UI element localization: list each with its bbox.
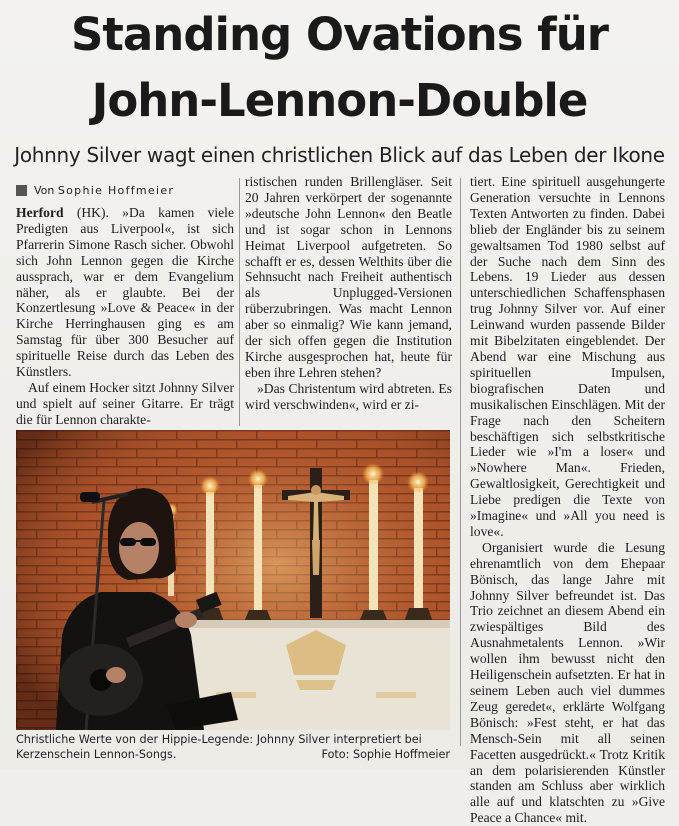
article-photo	[16, 430, 450, 730]
column-divider	[460, 178, 461, 746]
paragraph: ristischen runden Brillengläser. Seit 20 Jahren verkörpert der sogenannte »deutsche John Lennon« den Beatle und ist sogar schon in Lennons Heimat Liverpool aufgetreten. So schafft er es, dessen Welthits über die Sehnsucht nach Freiheit authentisch als Unplugged-Versionen rüberzubringen. Was macht Lennon aber so einmalig? Wie kann jemand, der sich offen gegen die Institution Kirche ausgesprochen hat, heute für eben ihre Lehren stehen?	[245, 174, 452, 380]
byline-prefix: Von	[34, 183, 55, 197]
article-column-2	[245, 174, 452, 413]
article-column-1	[16, 205, 234, 428]
photo-credit: Foto: Sophie Hoffmeier	[321, 747, 450, 761]
byline-square-icon	[16, 185, 27, 196]
byline-author: Sophie Hoffmeier	[57, 183, 175, 197]
headline-line-1: Standing Ovations für	[71, 8, 608, 61]
caption-line-2: Kerzenschein Lennon-Songs.	[16, 747, 177, 761]
caption-line-1: Christliche Werte von der Hippie-Legende: Johnny Silver interpretiert bei	[16, 733, 422, 746]
byline	[16, 182, 174, 198]
paragraph: Organisiert wurde die Lesung ehrenamtlich von dem Ehepaar Bönisch, das lange Jahre mit Johnny Silver befreundet ist. Das Trio zeichnet an diesem Abend ein zwiespältiges Bild des Ausnahmetalents Lennon. »Wir wollen ihm bewusst nicht den Heiligenschein aufsetzten. Er hat in seinem Leben auch viel dummes Zeug geredet«, erklärte Wolfgang Bönisch: »Fest steht, er hat das Mensch-Sein mit all seinen Facetten ausgedrückt.« Trotz Kritik an dem polarisierenden Künstler standen am Schluss aber wirklich alle auf und klatschten zu »Give Peace a Chance« mit.	[470, 539, 665, 826]
article-column-3	[470, 174, 665, 826]
subheadline: Johnny Silver wagt einen christlichen Blick auf das Leben der Ikone	[14, 143, 665, 167]
paragraph: Auf einem Hocker sitzt Johnny Silver und spielt auf seiner Gitarre. Er trägt die für Lennon charakte-	[16, 379, 234, 427]
headline-line-2: John-Lennon-Double	[91, 74, 588, 127]
paragraph: Herford (HK). »Da kamen viele Predigten aus Liverpool«, ist sich Pfarrerin Simone Rasch sicher. Obwohl sich John Lennon gegen die Kirche aussprach, war er dem Evangelium näher, als er glaubte. Bei der Konzertlesung »Love & Peace« in der Kirche Herringhausen ging es am Samstag für über 300 Besucher auf spirituelle Reise durch das Leben des Künstlers.	[16, 205, 234, 380]
dateline: Herford	[16, 205, 64, 220]
photo-caption	[16, 733, 450, 762]
paragraph: »Das Christentum wird abtreten. Es wird verschwinden«, wird er zi-	[245, 380, 452, 412]
column-divider	[239, 178, 240, 426]
paragraph: tiert. Eine spirituell ausgehungerte Generation versuchte in Lennons Texten Antworten zu finden. Dabei blieb der Engländer bis zu seinem gewaltsamen Tod 1980 selbst auf der Suche nach dem Sinn des Lebens. 19 Lieder aus dessen unterschiedlichen Schaffensphasen trug Johnny Silver vor. Auf einer Leinwand wurden passende Bilder mit Bibelzitaten eingeblendet. Der Abend war eine Mischung aus spirituellen Impulsen, biografischen Daten und musikalischen Einschlägen. Mit der Frage nach den Scheitern beschäftigen sich selbstkritische Lieder wie »I'm a loser« und »Nowhere Man«. Frieden, Gewaltlosigkeit, Gerechtigkeit und Liebe predigen die Texte von »Imagine« und »All you need is love«.	[470, 174, 665, 539]
